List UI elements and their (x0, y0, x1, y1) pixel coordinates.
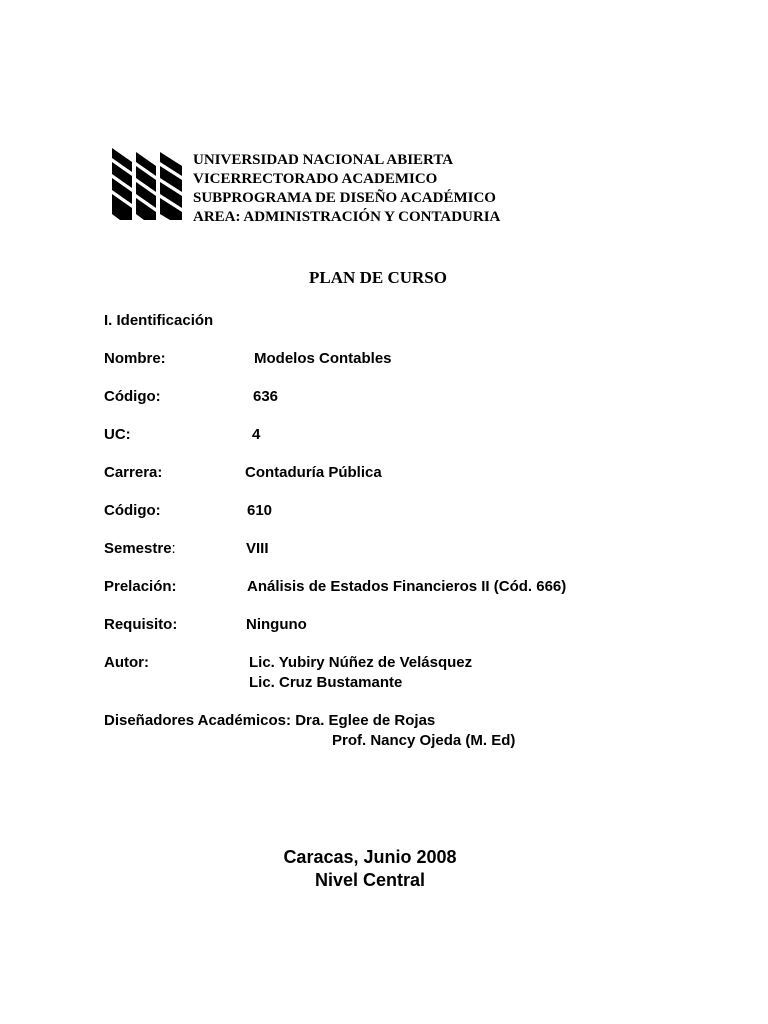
field-value-author-1: Lic. Yubiry Núñez de Velásquez (249, 654, 473, 671)
field-label: Carrera: (104, 464, 163, 481)
field-value: Ninguno (246, 616, 307, 633)
field-value: VIII (246, 540, 269, 557)
institution-line-2: VICERRECTORADO ACADEMICO (193, 171, 438, 187)
field-label-text: Semestre (104, 540, 172, 557)
field-label: UC: (104, 426, 131, 443)
section-heading: I. Identificación (104, 312, 214, 329)
field-value: 610 (247, 502, 273, 519)
university-logo-icon (110, 148, 186, 222)
institution-line-3: SUBPROGRAMA DE DISEÑO ACADÉMICO (193, 190, 496, 206)
institution-line-1: UNIVERSIDAD NACIONAL ABIERTA (193, 152, 454, 168)
document-footer (0, 846, 740, 892)
field-label: Requisito: (104, 616, 178, 633)
field-label: Código: (104, 502, 161, 519)
field-label: Nombre: (104, 350, 166, 367)
field-value: 4 (252, 426, 261, 443)
field-value: Análisis de Estados Financieros II (Cód. 666) (247, 578, 567, 595)
field-value-designer-1: Dra. Eglee de Rojas (295, 712, 436, 729)
field-label: Diseñadores Académicos: (104, 712, 292, 729)
field-label: Prelación: (104, 578, 177, 595)
field-row-disenadores (104, 711, 516, 749)
document-title: PLAN DE CURSO (309, 268, 447, 287)
field-value: Modelos Contables (254, 350, 392, 367)
field-value: Contaduría Pública (245, 464, 382, 481)
field-value: 636 (253, 388, 279, 405)
institution-line-4: AREA: ADMINISTRACIÓN Y CONTADURIA (193, 209, 501, 225)
field-value-designer-2: Prof. Nancy Ojeda (M. Ed) (332, 732, 516, 749)
field-label (104, 539, 176, 559)
field-label: Código: (104, 388, 161, 405)
footer-level: Nivel Central (314, 870, 426, 890)
footer-place-date: Caracas, Junio 2008 (283, 847, 457, 867)
field-label-colon: : (171, 540, 176, 557)
institution-header (193, 151, 500, 227)
field-value-author-2: Lic. Cruz Bustamante (249, 674, 403, 691)
field-label: Autor: (104, 654, 149, 671)
